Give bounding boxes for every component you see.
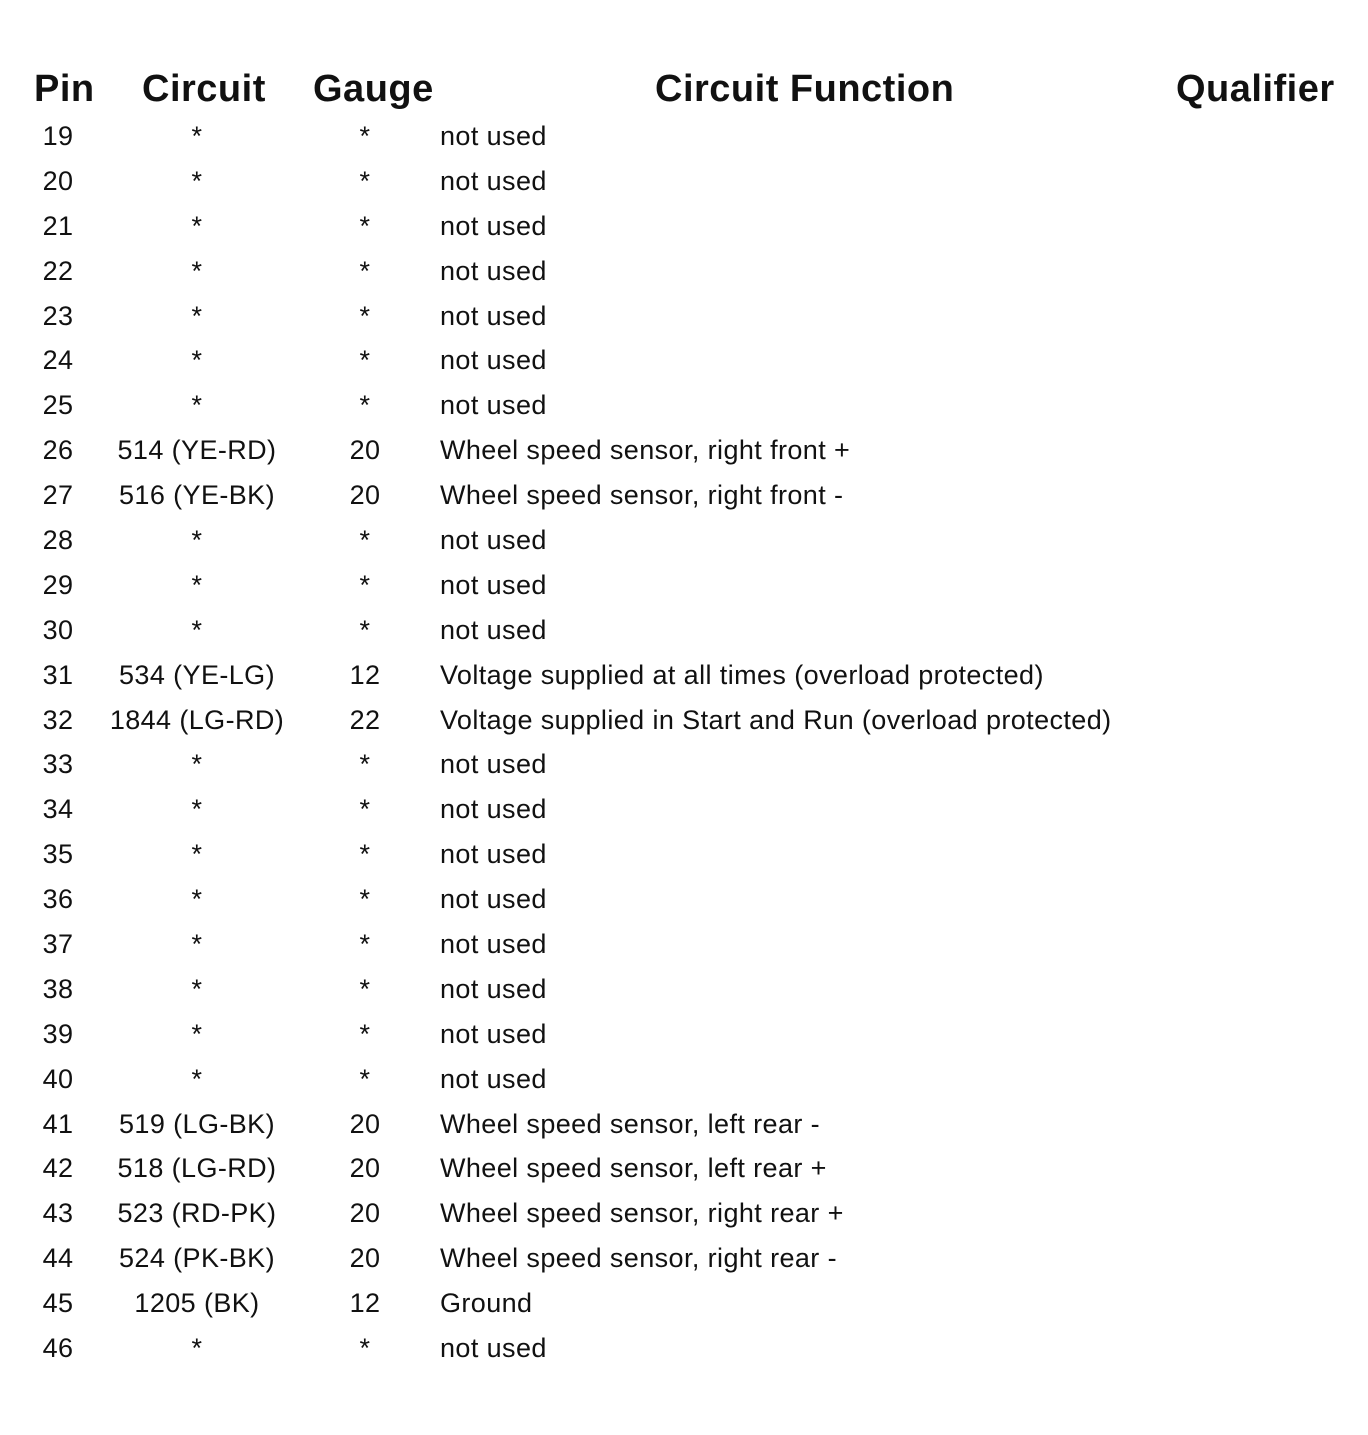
- circuit-function-cell: Wheel speed sensor, right rear -: [440, 1243, 837, 1274]
- table-row: [0, 653, 1368, 698]
- pin-cell: 19: [42, 121, 74, 151]
- table-row: [0, 1102, 1368, 1147]
- table-row: [0, 832, 1368, 877]
- table-body: [0, 114, 1368, 1371]
- table-row: [0, 1191, 1368, 1236]
- circuit-function-cell: not used: [440, 165, 547, 196]
- circuit-function-cell: Wheel speed sensor, right front -: [440, 480, 844, 511]
- circuit-function-cell: Voltage supplied at all times (overload protected): [440, 659, 1044, 690]
- gauge-cell: 20: [349, 1198, 381, 1229]
- table-row: [0, 922, 1368, 967]
- pin-cell: 33: [42, 749, 74, 780]
- gauge-cell: *: [359, 794, 371, 825]
- circuit-function-cell: not used: [440, 794, 547, 825]
- pin-cell: 42: [42, 1153, 74, 1184]
- pin-cell: 22: [42, 255, 74, 286]
- circuit-function-cell: not used: [440, 1063, 547, 1094]
- gauge-cell: 12: [349, 659, 381, 690]
- table-row: [0, 1012, 1368, 1057]
- pin-cell: 46: [42, 1333, 74, 1364]
- gauge-cell: *: [359, 210, 371, 241]
- circuit-cell: *: [191, 525, 203, 556]
- gauge-cell: *: [359, 614, 371, 645]
- circuit-function-cell: Wheel speed sensor, left rear -: [440, 1108, 821, 1139]
- gauge-cell: *: [359, 300, 371, 331]
- circuit-cell: *: [191, 210, 203, 241]
- gauge-cell: 20: [349, 1108, 381, 1139]
- table-row: [0, 877, 1368, 922]
- circuit-cell: 514 (YE-RD): [117, 435, 277, 466]
- gauge-cell: *: [359, 255, 371, 286]
- circuit-cell: 518 (LG-RD): [117, 1153, 277, 1184]
- gauge-cell: *: [359, 390, 371, 421]
- pin-cell: 21: [42, 210, 74, 241]
- pin-cell: 39: [42, 1018, 74, 1049]
- gauge-cell: *: [359, 1063, 371, 1094]
- circuit-function-cell: Wheel speed sensor, right rear +: [440, 1198, 844, 1229]
- gauge-cell: 20: [349, 480, 381, 511]
- table-row: [0, 473, 1368, 518]
- pin-cell: 26: [42, 435, 74, 466]
- circuit-function-cell: not used: [440, 839, 547, 870]
- circuit-function-cell: not used: [440, 749, 547, 780]
- circuit-function-cell: not used: [440, 973, 547, 1004]
- table-row: [0, 1057, 1368, 1102]
- table-row: [0, 563, 1368, 608]
- pin-cell: 23: [42, 300, 74, 331]
- circuit-function-cell: not used: [440, 390, 547, 421]
- circuit-function-cell: Wheel speed sensor, right front +: [440, 435, 851, 466]
- circuit-function-cell: Voltage supplied in Start and Run (overload protected): [440, 704, 1112, 735]
- table-row: [0, 1326, 1368, 1371]
- pin-cell: 35: [42, 839, 74, 870]
- circuit-cell: *: [191, 1018, 203, 1049]
- gauge-cell: *: [359, 839, 371, 870]
- pin-cell: 43: [42, 1198, 74, 1229]
- gauge-cell: 22: [349, 704, 381, 735]
- table-row: [0, 787, 1368, 832]
- header-pin: Pin: [34, 68, 95, 110]
- circuit-cell: *: [191, 569, 203, 600]
- circuit-cell: *: [191, 1333, 203, 1364]
- table-row: [0, 742, 1368, 787]
- table-row: [0, 428, 1368, 473]
- circuit-cell: 524 (PK-BK): [119, 1243, 275, 1274]
- gauge-cell: *: [359, 345, 371, 376]
- pin-cell: 20: [42, 165, 74, 196]
- pin-cell: 28: [42, 525, 74, 556]
- pin-cell: 37: [42, 929, 74, 960]
- pin-cell: 27: [42, 480, 74, 511]
- table-row: [0, 608, 1368, 653]
- gauge-cell: *: [359, 1018, 371, 1049]
- circuit-function-cell: not used: [440, 1018, 547, 1049]
- table-row: [0, 518, 1368, 563]
- circuit-function-cell: not used: [440, 929, 547, 960]
- pin-cell: 24: [42, 345, 74, 376]
- pin-cell: 44: [42, 1243, 74, 1274]
- circuit-function-cell: not used: [440, 569, 547, 600]
- circuit-cell: *: [191, 165, 203, 196]
- circuit-cell: 1844 (LG-RD): [109, 704, 285, 735]
- circuit-cell: *: [191, 345, 203, 376]
- table-row: [0, 383, 1368, 428]
- circuit-cell: *: [191, 929, 203, 960]
- circuit-function-cell: not used: [440, 210, 547, 241]
- circuit-cell: 1205 (BK): [134, 1288, 260, 1319]
- header-circuit-function: Circuit Function: [655, 68, 955, 110]
- gauge-cell: 20: [349, 1153, 381, 1184]
- pin-cell: 25: [42, 390, 74, 421]
- gauge-cell: *: [359, 165, 371, 196]
- table-row: [0, 1236, 1368, 1281]
- circuit-function-cell: not used: [440, 884, 547, 915]
- table-row: [0, 1281, 1368, 1326]
- circuit-cell: *: [191, 1063, 203, 1094]
- circuit-cell: *: [191, 390, 203, 421]
- pin-cell: 41: [42, 1108, 74, 1139]
- table-header: [0, 64, 1368, 114]
- circuit-function-cell: not used: [440, 345, 547, 376]
- circuit-function-cell: not used: [440, 121, 547, 151]
- table-row: [0, 967, 1368, 1012]
- circuit-cell: *: [191, 794, 203, 825]
- gauge-cell: 20: [349, 435, 381, 466]
- gauge-cell: *: [359, 884, 371, 915]
- gauge-cell: *: [359, 929, 371, 960]
- header-qualifier: Qualifier: [1176, 68, 1335, 110]
- table-row: [0, 1146, 1368, 1191]
- table-row: [0, 338, 1368, 383]
- table-row: [0, 159, 1368, 204]
- circuit-cell: *: [191, 839, 203, 870]
- table-row: [0, 698, 1368, 743]
- table-row: [0, 204, 1368, 249]
- circuit-cell: 519 (LG-BK): [119, 1108, 275, 1139]
- circuit-function-cell: not used: [440, 255, 547, 286]
- table-row: [0, 249, 1368, 294]
- header-circuit: Circuit: [142, 68, 266, 110]
- pin-cell: 30: [42, 614, 74, 645]
- table-row: [0, 294, 1368, 339]
- pin-cell: 36: [42, 884, 74, 915]
- pin-cell: 32: [42, 704, 74, 735]
- circuit-cell: 516 (YE-BK): [119, 480, 275, 511]
- pin-cell: 40: [42, 1063, 74, 1094]
- circuit-cell: *: [191, 884, 203, 915]
- gauge-cell: *: [359, 525, 371, 556]
- table-row: [0, 114, 1368, 159]
- circuit-cell: *: [191, 121, 203, 151]
- circuit-cell: 523 (RD-PK): [117, 1198, 277, 1229]
- pin-cell: 38: [42, 973, 74, 1004]
- gauge-cell: *: [359, 121, 371, 151]
- gauge-cell: 20: [349, 1243, 381, 1274]
- circuit-cell: 534 (YE-LG): [119, 659, 275, 690]
- circuit-cell: *: [191, 973, 203, 1004]
- gauge-cell: *: [359, 749, 371, 780]
- gauge-cell: *: [359, 569, 371, 600]
- pin-cell: 31: [42, 659, 74, 690]
- pin-cell: 34: [42, 794, 74, 825]
- circuit-function-cell: Ground: [440, 1288, 533, 1319]
- circuit-cell: *: [191, 614, 203, 645]
- circuit-function-cell: not used: [440, 300, 547, 331]
- circuit-cell: *: [191, 749, 203, 780]
- gauge-cell: *: [359, 1333, 371, 1364]
- circuit-function-cell: not used: [440, 1333, 547, 1364]
- pin-cell: 29: [42, 569, 74, 600]
- circuit-cell: *: [191, 300, 203, 331]
- circuit-function-cell: not used: [440, 614, 547, 645]
- header-gauge: Gauge: [313, 68, 434, 110]
- gauge-cell: 12: [349, 1288, 381, 1319]
- circuit-function-cell: not used: [440, 525, 547, 556]
- circuit-cell: *: [191, 255, 203, 286]
- pin-cell: 45: [42, 1288, 74, 1319]
- gauge-cell: *: [359, 973, 371, 1004]
- circuit-function-cell: Wheel speed sensor, left rear +: [440, 1153, 827, 1184]
